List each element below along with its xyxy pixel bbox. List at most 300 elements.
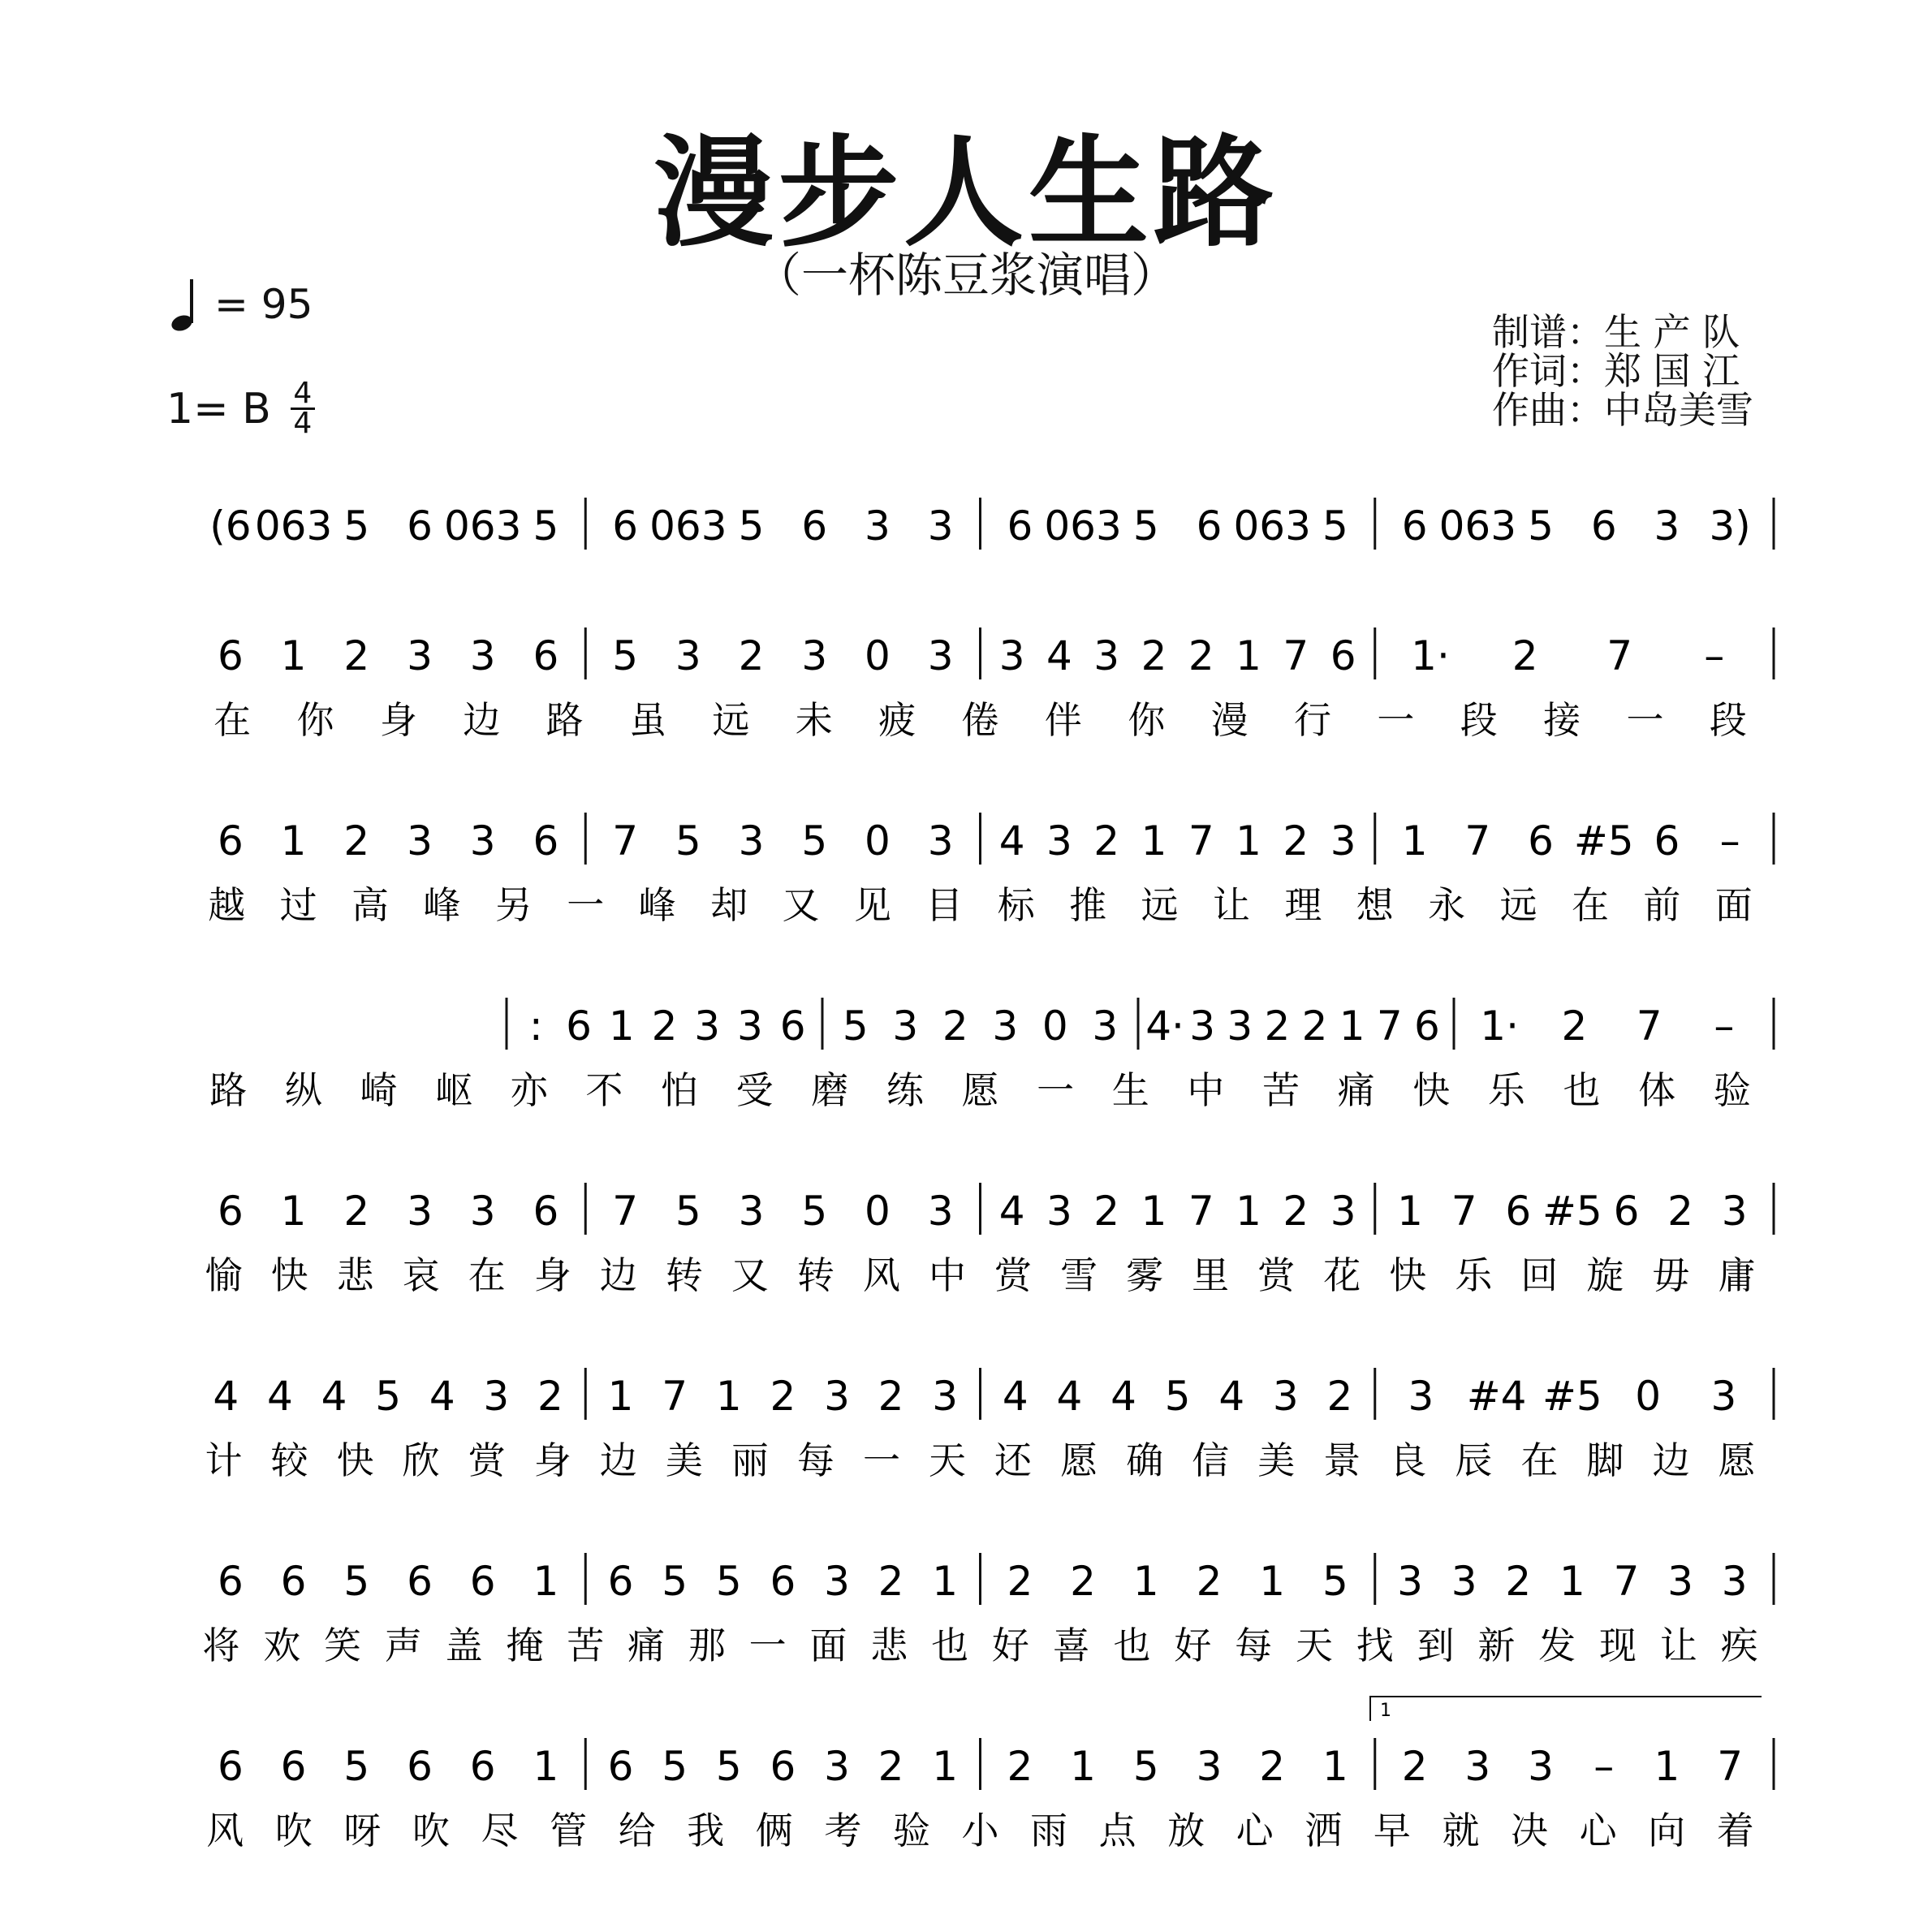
line-5-lyric: 确 (1126, 1438, 1164, 1482)
line-7-lyric: 心 (1579, 1809, 1617, 1852)
line-6-lyric: 盖 (445, 1624, 483, 1667)
line-7-note: 1 (1070, 1743, 1096, 1790)
line-5-lyric: 边 (1652, 1438, 1690, 1482)
line-4-lyric: 风 (862, 1253, 900, 1297)
line-5-note: 4 (1218, 1373, 1245, 1420)
line-6-note: 3 (1451, 1558, 1477, 1605)
line-4-note: 7 (1451, 1188, 1477, 1235)
line-2-note: 3 (738, 817, 765, 865)
line-3-lyric: 岖 (435, 1068, 473, 1112)
line-5-note: 4 (213, 1373, 239, 1420)
line-3-note: 4· (1145, 1003, 1184, 1050)
line-6-note: 1 (1559, 1558, 1585, 1605)
line-1-note: 3 (469, 632, 496, 679)
line-7-note: 6 (217, 1743, 244, 1790)
line-1-note: 3 (801, 632, 828, 679)
line-2-lyric: 见 (853, 883, 891, 927)
line-6-note: 5 (715, 1558, 742, 1605)
line-1-lyric: 虽 (629, 698, 667, 742)
line-2-lyric: 前 (1643, 883, 1681, 927)
line-2-note: 3 (927, 817, 954, 865)
line-7-lyric: 吹 (274, 1809, 313, 1852)
line-7-lyric: 俩 (755, 1809, 793, 1852)
line-2-note: 2 (1093, 817, 1120, 865)
line-7-lyric: 向 (1648, 1809, 1686, 1852)
line-5-lyric: 脚 (1586, 1438, 1624, 1482)
line-5-note: 4 (267, 1373, 293, 1420)
line-5-lyric: 快 (336, 1438, 374, 1482)
line-4-note: #5 (1542, 1188, 1602, 1235)
line-2-note: 3 (407, 817, 433, 865)
line-7-note: 3 (1196, 1743, 1223, 1790)
line-4-lyric: 里 (1192, 1253, 1230, 1297)
line-5-lyric: 赏 (468, 1438, 506, 1482)
line-4-note: 6 (217, 1188, 244, 1235)
line-3-lyric: 愿 (961, 1068, 999, 1112)
line-4-note: 3 (407, 1188, 433, 1235)
line-1-note: 2 (1512, 632, 1538, 679)
line-4-note: 1 (1397, 1188, 1423, 1235)
line-4-lyric: 花 (1323, 1253, 1361, 1297)
line-5-lyric: 较 (270, 1438, 308, 1482)
line-2-lyric: 远 (1141, 883, 1179, 927)
line-2-lyric: 永 (1428, 883, 1466, 927)
line-1-note: 6 (1330, 632, 1356, 679)
line-5-lyric: 每 (796, 1438, 834, 1482)
line-4-note: 5 (801, 1188, 828, 1235)
intro-note: 063 (649, 502, 727, 550)
line-2-note: 3 (1046, 817, 1072, 865)
line-1-lyric: 边 (463, 698, 501, 742)
volta-bracket (1370, 1697, 1762, 1721)
line-4-note: 2 (1283, 1188, 1309, 1235)
lyricist-credit: 作词：郑 国 江 (1492, 349, 1740, 393)
intro-note: 5 (533, 502, 559, 550)
line-5-lyric: 愿 (1718, 1438, 1756, 1482)
line-3-lyric: 不 (585, 1068, 623, 1112)
line-2-note: 6 (217, 817, 244, 865)
line-4-note: 1 (1236, 1188, 1261, 1235)
line-3-note: 3 (1189, 1003, 1216, 1050)
line-7-lyric: 风 (206, 1809, 244, 1852)
line-4-note: 5 (675, 1188, 701, 1235)
line-1-note: 1· (1411, 632, 1450, 679)
line-6-note: 2 (878, 1558, 904, 1605)
line-1-note: 2 (343, 632, 370, 679)
line-7-note: 5 (1132, 1743, 1159, 1790)
line-4-note: 4 (998, 1188, 1025, 1235)
line-6-lyric: 欢 (263, 1624, 301, 1667)
intro-note: 5 (738, 502, 765, 550)
line-1-note: 2 (738, 632, 765, 679)
line-3-lyric: 路 (209, 1068, 248, 1112)
line-5-note: 4 (1110, 1373, 1136, 1420)
line-6-note: 3 (1721, 1558, 1748, 1605)
line-4-lyric: 哀 (402, 1253, 440, 1297)
line-7-lyric: 验 (892, 1809, 930, 1852)
line-6-note: 5 (1322, 1558, 1348, 1605)
line-1-lyric: 在 (213, 698, 252, 742)
score-staff (202, 498, 1774, 1852)
line-7-note: – (1593, 1743, 1615, 1790)
line-2-lyric: 理 (1284, 883, 1322, 927)
line-4-lyric: 雪 (1060, 1253, 1098, 1297)
line-2-lyric: 想 (1356, 883, 1394, 927)
line-3-lyric: 中 (1187, 1068, 1225, 1112)
line-1-note: 3 (675, 632, 701, 679)
line-2-lyric: 又 (782, 883, 820, 927)
line-6-note: 6 (469, 1558, 496, 1605)
line-7-lyric: 早 (1373, 1809, 1411, 1852)
line-7-lyric: 心 (1236, 1809, 1274, 1852)
line-6-note: 6 (407, 1558, 433, 1605)
line-2-lyric: 面 (1714, 883, 1753, 927)
line-3-note: 0 (1041, 1003, 1068, 1050)
line-3-note: 3 (1227, 1003, 1253, 1050)
line-7-lyric: 考 (824, 1809, 862, 1852)
intro-note: 063 (1233, 502, 1311, 550)
line-6-lyric: 痛 (627, 1624, 666, 1667)
line-4-note: 3 (1046, 1188, 1072, 1235)
line-5-note: 3 (932, 1373, 959, 1420)
line-5-note: 3 (1408, 1373, 1434, 1420)
line-5-lyric: 身 (533, 1438, 571, 1482)
line-1-note: 0 (865, 632, 891, 679)
line-7-lyric: 放 (1167, 1809, 1205, 1852)
line-6-lyric: 笑 (324, 1624, 362, 1667)
line-4-note: 3 (1721, 1188, 1748, 1235)
line-1-note: 6 (533, 632, 559, 679)
line-6-lyric: 现 (1598, 1624, 1637, 1667)
line-2-note: 2 (343, 817, 370, 865)
line-1-note: 5 (612, 632, 639, 679)
line-1-lyric: 段 (1709, 698, 1747, 742)
line-1-lyric: 一 (1377, 698, 1415, 742)
line-6-lyric: 疾 (1720, 1624, 1758, 1667)
line-4-note: 6 (1613, 1188, 1640, 1235)
line-1-note: 1 (280, 632, 307, 679)
line-2-lyric: 高 (351, 883, 390, 927)
line-7-note: 2 (878, 1743, 904, 1790)
line-5-note: #4 (1466, 1373, 1527, 1420)
line-2-note: 2 (1283, 817, 1309, 865)
intro-note: 063 (443, 502, 522, 550)
line-3-note: 2 (651, 1003, 678, 1050)
line-3-lyric: 痛 (1337, 1068, 1375, 1112)
line-7-lyric: 吹 (412, 1809, 450, 1852)
line-6-note: 2 (1196, 1558, 1223, 1605)
line-6-note: 5 (662, 1558, 688, 1605)
line-4-lyric: 转 (796, 1253, 834, 1297)
line-1-lyric: 远 (712, 698, 750, 742)
line-1-note: 6 (217, 632, 244, 679)
line-3-lyric: 快 (1412, 1068, 1451, 1112)
line-2-note: 7 (1188, 817, 1214, 865)
key-label: 1= B (166, 384, 271, 433)
composer-credit: 作曲：中岛美雪 (1492, 388, 1753, 432)
line-5-lyric: 景 (1323, 1438, 1361, 1482)
line-4-note: 6 (533, 1188, 559, 1235)
line-6-note: 6 (280, 1558, 307, 1605)
line-5-lyric: 丽 (731, 1438, 769, 1482)
line-3-note: 7 (1636, 1003, 1662, 1050)
line-5-note: 3 (483, 1373, 510, 1420)
line-6-note: 2 (1070, 1558, 1096, 1605)
intro-note: 5 (1322, 502, 1348, 550)
line-4-note: 0 (865, 1188, 891, 1235)
line-2-note: 5 (801, 817, 828, 865)
line-6-note: 1 (932, 1558, 959, 1605)
time-top: 4 (293, 377, 313, 410)
line-6-lyric: 面 (809, 1624, 847, 1667)
line-3-note: 3 (892, 1003, 919, 1050)
line-3-note: 2 (1301, 1003, 1328, 1050)
line-2-lyric: 峰 (638, 883, 676, 927)
line-6-note: 6 (607, 1558, 634, 1605)
line-6-lyric: 那 (688, 1624, 726, 1667)
line-3-note: – (1714, 1003, 1735, 1050)
line-2-note: 6 (1654, 817, 1680, 865)
line-7-note: 5 (715, 1743, 742, 1790)
intro-note: 6 (801, 502, 828, 550)
line-7-note: 1 (1654, 1743, 1680, 1790)
line-6-lyric: 新 (1477, 1624, 1516, 1667)
line-1-lyric: 倦 (961, 698, 999, 742)
line-5-note: 2 (1326, 1373, 1353, 1420)
line-5-lyric: 还 (994, 1438, 1033, 1482)
line-6-note: 3 (1397, 1558, 1423, 1605)
line-3-note: 3 (737, 1003, 763, 1050)
line-4-lyric: 悲 (336, 1253, 374, 1297)
line-5-note: 2 (878, 1373, 904, 1420)
line-5-lyric: 计 (205, 1438, 243, 1482)
line-5-lyric: 边 (599, 1438, 637, 1482)
line-4-note: 3 (738, 1188, 765, 1235)
line-5-note: 4 (1056, 1373, 1083, 1420)
line-2-lyric: 目 (925, 883, 964, 927)
line-1-lyric: 你 (296, 698, 334, 742)
line-4-lyric: 庸 (1718, 1253, 1756, 1297)
line-3-note: 6 (1414, 1003, 1440, 1050)
line-1-note: 7 (1283, 632, 1309, 679)
line-4-lyric: 回 (1520, 1253, 1559, 1297)
line-7-lyric: 呀 (343, 1809, 382, 1852)
line-3-note: 3 (694, 1003, 721, 1050)
line-6-lyric: 喜 (1052, 1624, 1090, 1667)
line-5-lyric: 美 (1257, 1438, 1296, 1482)
intro-note: 6 (407, 502, 433, 550)
line-4-lyric: 雾 (1126, 1253, 1164, 1297)
line-1-note: 7 (1606, 632, 1633, 679)
line-6-lyric: 好 (1174, 1624, 1212, 1667)
line-2-note: – (1719, 817, 1740, 865)
intro-note: 3 (865, 502, 891, 550)
intro-note: 6 (1590, 502, 1617, 550)
line-5-note: 1 (715, 1373, 742, 1420)
line-7-note: 3 (1464, 1743, 1491, 1790)
line-2-lyric: 过 (279, 883, 317, 927)
line-1-lyric: 未 (795, 698, 833, 742)
arranger-credit: 制谱：生 产 队 (1492, 310, 1740, 354)
line-1-lyric: 伴 (1044, 698, 1082, 742)
line-4-lyric: 乐 (1455, 1253, 1493, 1297)
line-7-note: 2 (1401, 1743, 1428, 1790)
line-2-lyric: 推 (1069, 883, 1107, 927)
line-6-lyric: 一 (748, 1624, 787, 1667)
line-4-lyric: 旋 (1586, 1253, 1624, 1297)
tempo-value: = 95 (214, 281, 313, 328)
line-6-lyric: 掩 (506, 1624, 544, 1667)
line-4-note: 6 (1505, 1188, 1532, 1235)
line-3-lyric: 亦 (510, 1068, 548, 1112)
line-2-note: 3 (469, 817, 496, 865)
intro-note: 5 (1528, 502, 1554, 550)
line-5-note: 0 (1635, 1373, 1662, 1420)
line-5-lyric: 美 (665, 1438, 703, 1482)
line-5-note: 2 (770, 1373, 796, 1420)
line-5-note: 3 (1710, 1373, 1737, 1420)
line-2-lyric: 越 (208, 883, 246, 927)
line-7-note: 1 (932, 1743, 959, 1790)
line-7-lyric: 雨 (1030, 1809, 1068, 1852)
line-2-lyric: 峰 (423, 883, 461, 927)
line-1-lyric: 身 (379, 698, 417, 742)
line-3-lyric: 苦 (1261, 1068, 1300, 1112)
intro-note: 063 (1438, 502, 1517, 550)
line-2-note: #5 (1573, 817, 1634, 865)
line-5-note: #5 (1542, 1373, 1602, 1420)
line-7-lyric: 尽 (481, 1809, 519, 1852)
line-4-lyric: 边 (599, 1253, 637, 1297)
line-3-note: : (528, 1003, 543, 1050)
line-2-note: 4 (998, 817, 1025, 865)
line-7-note: 6 (607, 1743, 634, 1790)
line-5-note: 3 (824, 1373, 850, 1420)
line-5-note: 4 (1002, 1373, 1029, 1420)
line-5-note: 5 (375, 1373, 402, 1420)
line-5-lyric: 良 (1389, 1438, 1427, 1482)
line-6-lyric: 声 (384, 1624, 422, 1667)
line-5-note: 5 (1164, 1373, 1191, 1420)
intro-note: 6 (1007, 502, 1033, 550)
line-6-note: 7 (1613, 1558, 1640, 1605)
line-5-lyric: 愿 (1060, 1438, 1098, 1482)
intro-note: 5 (1132, 502, 1159, 550)
intro-note: 6 (612, 502, 639, 550)
line-7-note: 6 (469, 1743, 496, 1790)
line-4-lyric: 快 (270, 1253, 308, 1297)
line-5-lyric: 在 (1520, 1438, 1559, 1482)
line-7-lyric: 决 (1511, 1809, 1549, 1852)
line-4-lyric: 转 (665, 1253, 703, 1297)
line-6-lyric: 到 (1417, 1624, 1455, 1667)
line-4-lyric: 快 (1389, 1253, 1427, 1297)
line-7-note: 5 (343, 1743, 370, 1790)
line-2-lyric: 标 (997, 883, 1035, 927)
line-7-lyric: 洒 (1305, 1809, 1343, 1852)
line-3-lyric: 生 (1111, 1068, 1149, 1112)
song-subtitle: （一杯陈豆浆演唱） (753, 248, 1178, 303)
line-5-note: 1 (607, 1373, 634, 1420)
line-7-lyric: 点 (1098, 1809, 1136, 1852)
line-6-lyric: 好 (991, 1624, 1029, 1667)
line-2-lyric: 让 (1212, 883, 1250, 927)
line-2-note: 3 (1330, 817, 1356, 865)
line-3-note: 6 (566, 1003, 592, 1050)
line-4-lyric: 身 (533, 1253, 571, 1297)
line-3-note: 5 (842, 1003, 869, 1050)
line-7-note: 5 (662, 1743, 688, 1790)
line-6-note: 3 (824, 1558, 850, 1605)
line-7-lyric: 管 (550, 1809, 588, 1852)
line-2-lyric: 远 (1499, 883, 1537, 927)
line-4-note: 2 (1093, 1188, 1120, 1235)
line-6-note: 5 (343, 1558, 370, 1605)
line-1-lyric: 路 (546, 698, 584, 742)
intro-note: 3 (927, 502, 954, 550)
line-2-lyric: 一 (567, 883, 605, 927)
line-2-note: 7 (612, 817, 639, 865)
line-3-note: 6 (779, 1003, 806, 1050)
line-4-lyric: 又 (731, 1253, 769, 1297)
line-3-note: 3 (992, 1003, 1019, 1050)
line-7-note: 2 (1007, 1743, 1033, 1790)
line-2-lyric: 却 (710, 883, 748, 927)
line-1-lyric: 段 (1460, 698, 1498, 742)
line-4-note: 1 (280, 1188, 307, 1235)
line-5-note: 7 (662, 1373, 688, 1420)
line-2-note: 1 (1141, 817, 1167, 865)
intro-note: 063 (1044, 502, 1122, 550)
line-4-lyric: 毋 (1652, 1253, 1690, 1297)
line-7-lyric: 就 (1442, 1809, 1480, 1852)
line-7-note: 1 (533, 1743, 559, 1790)
line-6-note: 1 (1259, 1558, 1286, 1605)
line-3-note: 3 (1092, 1003, 1119, 1050)
line-6-note: 1 (1132, 1558, 1159, 1605)
line-2-note: 0 (865, 817, 891, 865)
line-7-lyric: 给 (618, 1809, 656, 1852)
line-2-lyric: 在 (1571, 883, 1609, 927)
intro-note: 5 (343, 502, 370, 550)
line-3-lyric: 崎 (360, 1068, 398, 1112)
volta-number: 1 (1380, 1701, 1391, 1721)
line-7-note: 3 (1528, 1743, 1554, 1790)
line-2-note: 1 (1401, 817, 1428, 865)
line-6-note: 2 (1505, 1558, 1532, 1605)
line-2-note: 6 (533, 817, 559, 865)
line-6-note: 3 (1667, 1558, 1693, 1605)
intro-note: 3 (1654, 502, 1680, 550)
line-6-lyric: 每 (1235, 1624, 1273, 1667)
line-7-lyric: 我 (687, 1809, 725, 1852)
line-3-lyric: 一 (1037, 1068, 1075, 1112)
line-1-lyric: 疲 (878, 698, 916, 742)
line-2-note: 6 (1528, 817, 1554, 865)
line-4-lyric: 在 (468, 1253, 506, 1297)
line-2-note: 7 (1464, 817, 1491, 865)
line-6-lyric: 悲 (870, 1624, 908, 1667)
line-3-lyric: 磨 (811, 1068, 849, 1112)
line-7-note: 6 (770, 1743, 796, 1790)
line-3-lyric: 也 (1563, 1068, 1601, 1112)
line-1-note: 4 (1046, 632, 1072, 679)
line-3-lyric: 纵 (284, 1068, 322, 1112)
line-5-note: 4 (321, 1373, 347, 1420)
line-6-lyric: 找 (1356, 1624, 1394, 1667)
line-6-note: 6 (770, 1558, 796, 1605)
intro-note: 6 (1401, 502, 1428, 550)
